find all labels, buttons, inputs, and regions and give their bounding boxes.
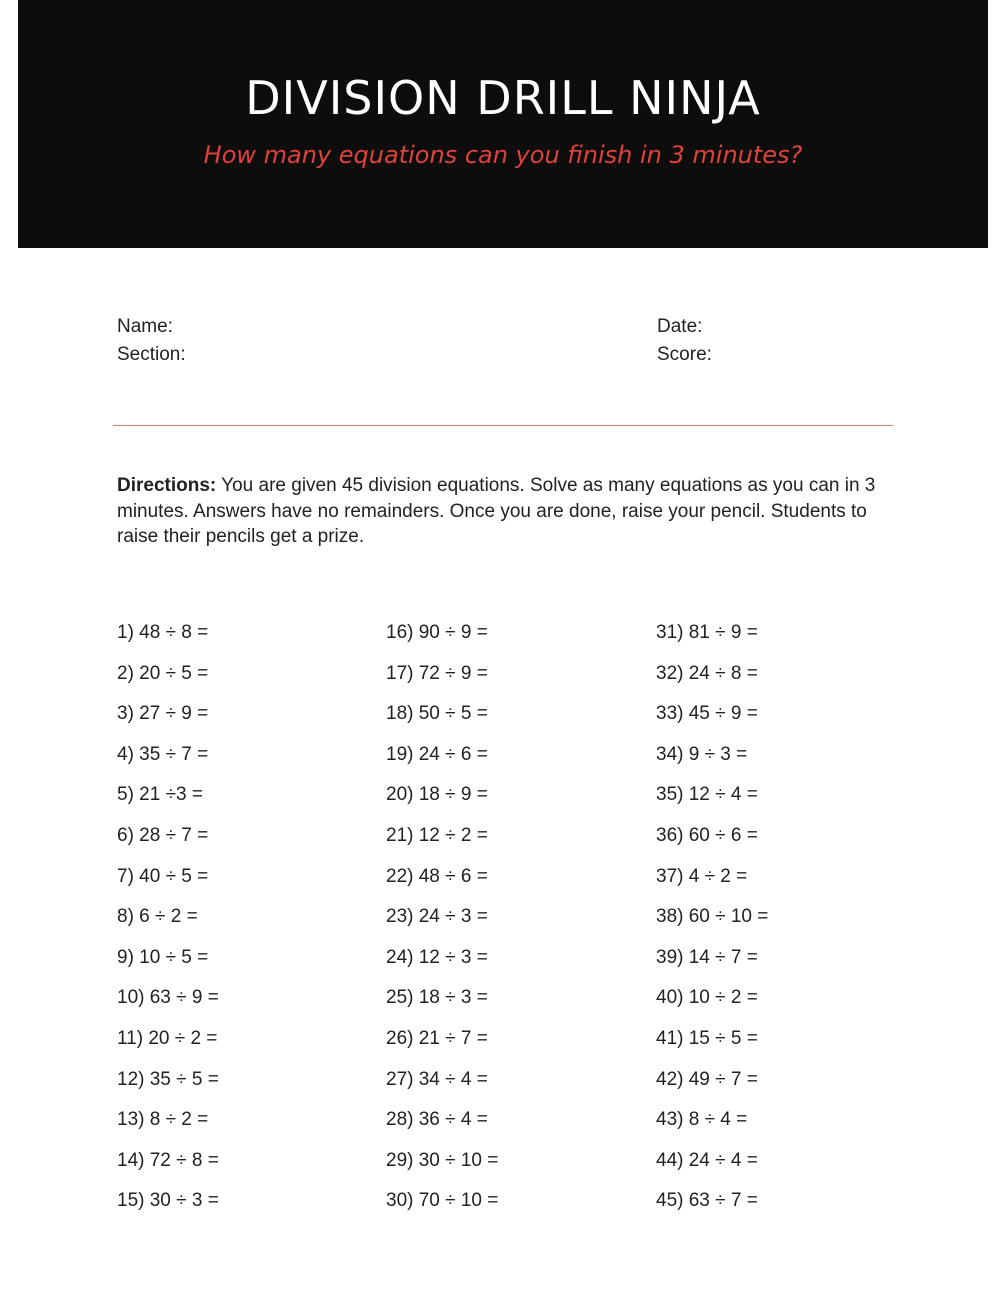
- equation-item: 17) 72 ÷ 9 =: [386, 662, 488, 684]
- equation-item: 10) 63 ÷ 9 =: [117, 987, 219, 1009]
- equation-item: 7) 40 ÷ 5 =: [117, 865, 209, 887]
- equation-item: 36) 60 ÷ 6 =: [656, 824, 758, 846]
- equation-item: 24) 12 ÷ 3 =: [386, 946, 488, 968]
- equation-item: 38) 60 ÷ 10 =: [656, 906, 769, 928]
- date-label: Date:: [657, 316, 703, 337]
- equation-item: 4) 35 ÷ 7 =: [117, 743, 209, 765]
- equation-item: 2) 20 ÷ 5 =: [117, 662, 209, 684]
- directions-text: You are given 45 division equations. Solve as many equations as you can in 3 minutes. Answers have no remainders. Once you are done, raise your pencil. Students to raise their pencils get a prize.: [117, 475, 876, 547]
- equation-item: 43) 8 ÷ 4 =: [656, 1109, 748, 1131]
- equation-item: 11) 20 ÷ 2 =: [117, 1027, 218, 1049]
- equation-item: 20) 18 ÷ 9 =: [386, 784, 488, 806]
- equation-item: 29) 30 ÷ 10 =: [386, 1149, 499, 1171]
- equation-item: 6) 28 ÷ 7 =: [117, 824, 209, 846]
- student-info-left: [117, 313, 186, 369]
- equation-item: 40) 10 ÷ 2 =: [656, 987, 758, 1009]
- equation-item: 33) 45 ÷ 9 =: [656, 703, 758, 725]
- section-label: Section:: [117, 344, 186, 365]
- section-divider: [113, 425, 893, 426]
- equation-item: 9) 10 ÷ 5 =: [117, 946, 209, 968]
- equation-item: 32) 24 ÷ 8 =: [656, 662, 758, 684]
- equation-item: 8) 6 ÷ 2 =: [117, 906, 198, 928]
- equation-item: 37) 4 ÷ 2 =: [656, 865, 748, 887]
- equation-item: 26) 21 ÷ 7 =: [386, 1027, 488, 1049]
- equation-item: 41) 15 ÷ 5 =: [656, 1027, 758, 1049]
- worksheet-subtitle: How many equations can you finish in 3 minutes?: [203, 141, 803, 169]
- worksheet-title: DIVISION DRILL NINJA: [245, 71, 761, 125]
- equation-item: 39) 14 ÷ 7 =: [656, 946, 758, 968]
- name-label: Name:: [117, 316, 173, 337]
- equation-item: 25) 18 ÷ 3 =: [386, 987, 488, 1009]
- header-banner: [18, 0, 988, 248]
- equation-item: 19) 24 ÷ 6 =: [386, 743, 488, 765]
- equation-item: 18) 50 ÷ 5 =: [386, 703, 488, 725]
- equation-item: 42) 49 ÷ 7 =: [656, 1068, 758, 1090]
- score-label: Score:: [657, 344, 712, 365]
- equation-item: 34) 9 ÷ 3 =: [656, 743, 748, 765]
- equation-item: 28) 36 ÷ 4 =: [386, 1109, 488, 1131]
- equation-item: 21) 12 ÷ 2 =: [386, 824, 488, 846]
- equation-item: 15) 30 ÷ 3 =: [117, 1190, 219, 1212]
- equation-column-1: [117, 619, 219, 1228]
- equation-item: 3) 27 ÷ 9 =: [117, 703, 209, 725]
- equation-item: 30) 70 ÷ 10 =: [386, 1190, 499, 1212]
- equation-item: 16) 90 ÷ 9 =: [386, 622, 488, 643]
- student-info-right: [657, 313, 712, 369]
- equation-item: 13) 8 ÷ 2 =: [117, 1109, 209, 1131]
- equation-item: 45) 63 ÷ 7 =: [656, 1190, 758, 1212]
- equation-item: 23) 24 ÷ 3 =: [386, 906, 488, 928]
- equation-item: 35) 12 ÷ 4 =: [656, 784, 758, 806]
- directions-paragraph: [117, 473, 897, 550]
- equation-column-3: [656, 619, 768, 1228]
- equation-column-2: [386, 619, 498, 1228]
- equation-item: 44) 24 ÷ 4 =: [656, 1149, 758, 1171]
- equation-item: 31) 81 ÷ 9 =: [656, 622, 758, 643]
- directions-label: Directions:: [117, 475, 217, 496]
- equation-item: 1) 48 ÷ 8 =: [117, 622, 209, 643]
- equation-item: 12) 35 ÷ 5 =: [117, 1068, 219, 1090]
- equation-item: 27) 34 ÷ 4 =: [386, 1068, 488, 1090]
- equation-item: 5) 21 ÷3 =: [117, 784, 203, 806]
- equation-item: 14) 72 ÷ 8 =: [117, 1149, 219, 1171]
- equation-item: 22) 48 ÷ 6 =: [386, 865, 488, 887]
